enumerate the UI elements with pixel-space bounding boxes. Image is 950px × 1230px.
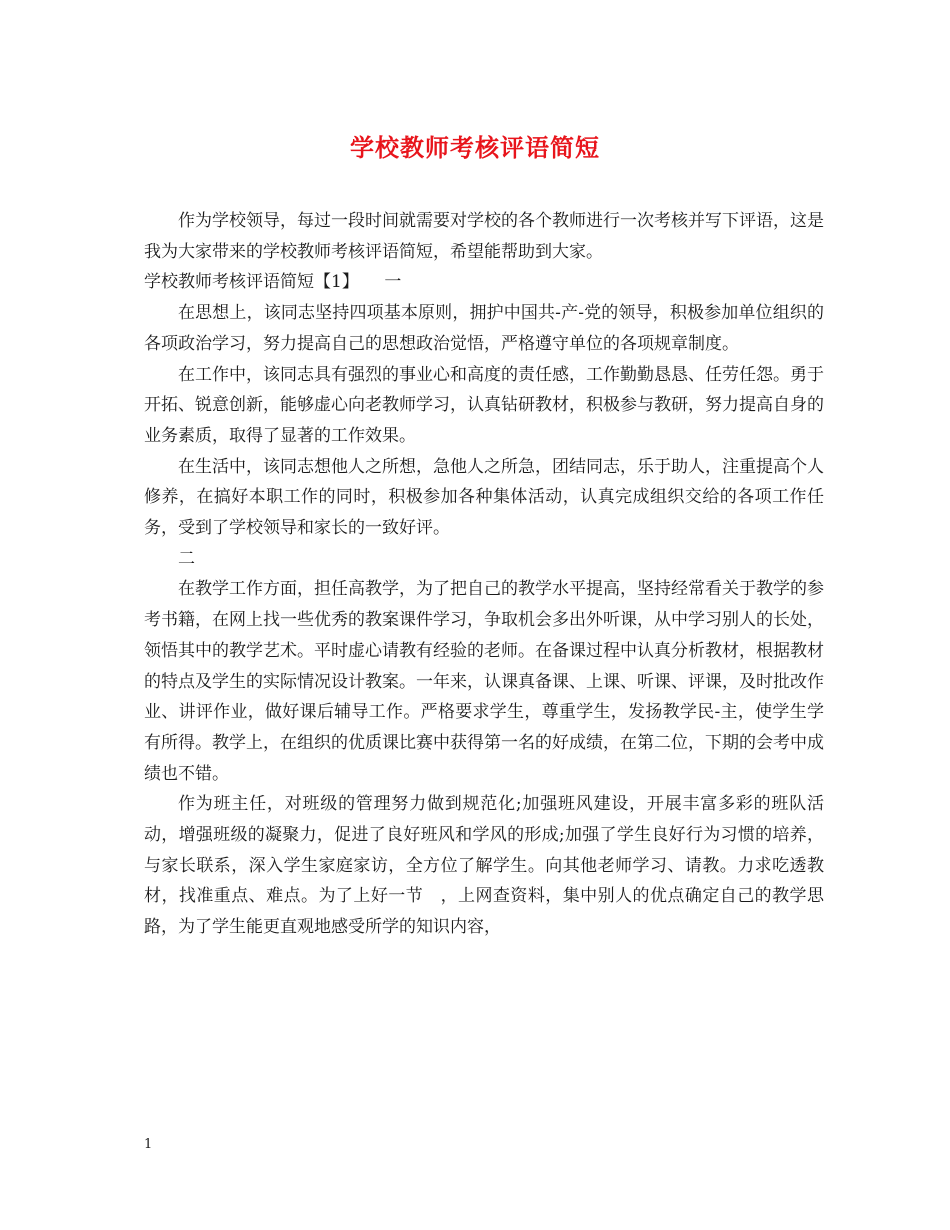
body-paragraph: 作为班主任，对班级的管理努力做到规范化;加强班风建设，开展丰富多彩的班队活动，增强班级的凝聚力，促进了良好班风和学风的形成;加强了学生良好行为习惯的培养，与家长联系，深入学生家庭家访，全方位了解学生。向其他老师学习、请教。力求吃透教材，找准重点、难点。为了上好一节 ，上网查资料，集中别人的优点确定自己的教学思路，为了学生能更直观地感受所学的知识内容，	[144, 794, 824, 938]
page-number: 1	[144, 1137, 153, 1152]
section-heading-2: 二	[178, 548, 195, 569]
body-paragraph: 在教学工作方面，担任高教学，为了把自己的教学水平提高，坚持经常看关于教学的参考书籍，在网上找一些优秀的教案课件学习，争取机会多出外听课，从中学习别人的长处，领悟其中的教学艺术。平时虚心请教有经验的老师。在备课过程中认真分析教材，根据教材的特点及学生的实际情况设计教案。一年来，认课真备课、上课、听课、评课，及时批改作业、讲评作业，做好课后辅导工作。严格要求学生，尊重学生，发扬教学民-主，使学生学有所得。教学上，在组织的优质课比赛中获得第一名的好成绩，在第二位，下期的会考中成绩也不错。	[144, 579, 824, 784]
intro-paragraph: 作为学校领导，每过一段时间就需要对学校的各个教师进行一次考核并写下评语，这是我为大家带来的学校教师考核评语简短，希望能帮助到大家。	[144, 211, 824, 262]
section-heading-1: 学校教师考核评语简短【1】 一	[144, 272, 402, 293]
page-title: 学校教师考核评语简短	[350, 133, 600, 162]
body-paragraph: 在生活中，该同志想他人之所想，急他人之所急，团结同志，乐于助人，注重提高个人修养，在搞好本职工作的同时，积极参加各种集体活动，认真完成组织交给的各项工作任务，受到了学校领导和家长的一致好评。	[144, 456, 824, 539]
document-body	[144, 206, 824, 943]
body-paragraph: 在思想上，该同志坚持四项基本原则，拥护中国共-产-党的领导，积极参加单位组织的各项政治学习，努力提高自己的思想政治觉悟，严格遵守单位的各项规章制度。	[144, 303, 824, 354]
body-paragraph: 在工作中，该同志具有强烈的事业心和高度的责任感，工作勤勤恳恳、任劳任怨。勇于开拓、锐意创新，能够虚心向老教师学习，认真钻研教材，积极参与教研，努力提高自身的业务素质，取得了显著的工作效果。	[144, 364, 824, 446]
